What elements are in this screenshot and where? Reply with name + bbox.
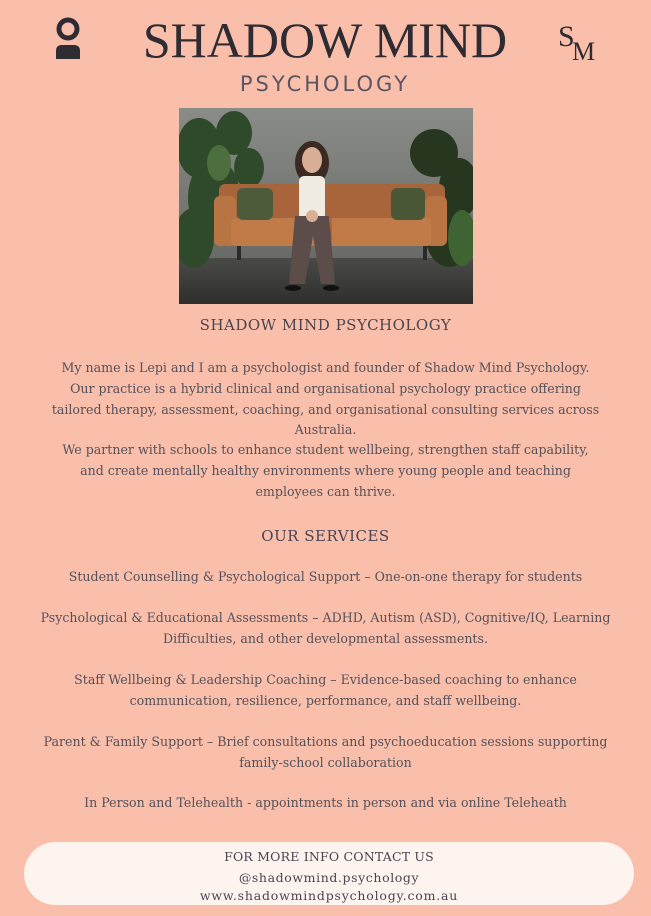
monogram-m: M [572,37,596,64]
about-paragraph-1: My name is Lepi and I am a psychologist and founder of Shadow Mind Psychology. Our practice is a hybrid clinical and organisational psychology practice offering tailored therapy, assessment, coaching, and organisational consulting services across Australia. [51,360,600,438]
brand-subtitle: PSYCHOLOGY [239,72,411,96]
about-heading: SHADOW MIND PSYCHOLOGY [199,316,452,334]
portrait-photo [179,108,473,304]
monogram-logo [556,18,600,64]
brand-title: SHADOW MIND [142,12,508,68]
portrait-illustration [179,108,473,304]
service-item-assessments: Psychological & Educational Assessments – ADHD, Autism (ASD), Cognitive/IQ, Learning Difficulties, and other developmental assessments. [40,610,611,646]
contact-footer [24,842,634,905]
services-heading: OUR SERVICES [261,527,390,545]
contact-title: FOR MORE INFO CONTACT US [224,849,434,864]
monogram-s: S [558,20,575,53]
service-item-telehealth: In Person and Telehealth - appointments in person and via online Teleheath [84,795,567,810]
user-icon[interactable] [53,17,83,59]
service-item-coaching: Staff Wellbeing & Leadership Coaching – Evidence-based coaching to enhance communication, resilience, performance, and staff wellbeing. [74,672,577,708]
service-item-family-support: Parent & Family Support – Brief consultations and psychoeducation sessions supporting family-school collaboration [43,734,608,770]
social-handle-link[interactable]: @shadowmind.psychology [238,870,420,885]
about-paragraph-2: We partner with schools to enhance student wellbeing, strengthen staff capability, and create mentally healthy environments where young people and teaching employees can thrive. [62,442,589,499]
service-item-counselling: Student Counselling & Psychological Support – One-on-one therapy for students [68,569,583,584]
website-link[interactable]: www.shadowmindpsychology.com.au [199,888,459,903]
page-header [0,0,651,100]
